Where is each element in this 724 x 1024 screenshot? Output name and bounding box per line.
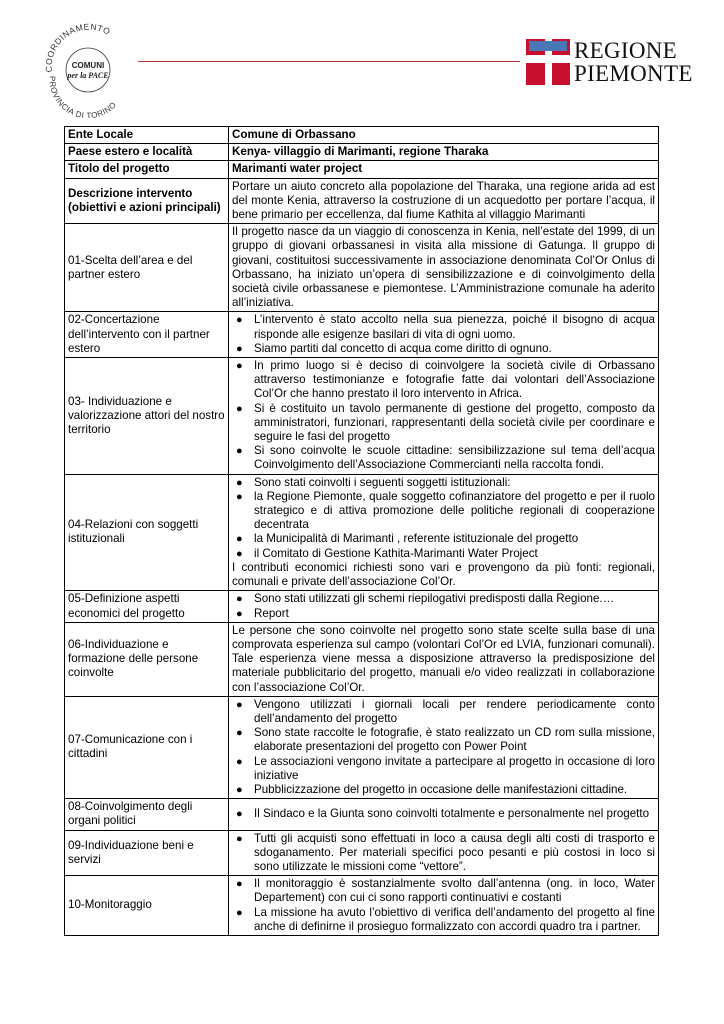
bullet-icon: ● bbox=[236, 607, 243, 620]
row-content bbox=[229, 474, 659, 591]
list-item bbox=[232, 698, 655, 726]
row-label: 10-Monitoraggio bbox=[65, 876, 229, 936]
list-item bbox=[232, 906, 655, 934]
bullet-list bbox=[232, 359, 655, 473]
coordinamento-comuni-pace-logo bbox=[40, 22, 136, 118]
page-header bbox=[0, 0, 724, 118]
row-label: 03- Individuazione e valorizzazione attori del nostro territorio bbox=[65, 358, 229, 475]
list-item bbox=[232, 592, 655, 606]
row-footnote-text: I contributi economici richiesti sono vari e provengono da più fonti: regionali, comunali e private dell’associazione Col’Or. bbox=[232, 560, 655, 589]
bullet-list bbox=[232, 313, 655, 356]
list-item-text: Il Sindaco e la Giunta sono coinvolti totalmente e personalmente nel progetto bbox=[254, 807, 650, 821]
header-divider bbox=[138, 61, 520, 62]
bullet-list bbox=[232, 476, 655, 561]
table-row bbox=[65, 144, 659, 161]
row-content bbox=[229, 358, 659, 475]
list-item-text: Pubblicizzazione del progetto in occasione delle manifestazioni cittadine. bbox=[254, 782, 628, 796]
list-item-text: Siamo partiti dal concetto di acqua come diritto di ognuno. bbox=[254, 341, 552, 355]
row-content: Kenya- villaggio di Marimanti, regione Tharaka bbox=[229, 144, 659, 161]
logo-center-text-2: per la PACE bbox=[67, 71, 109, 80]
list-item-text: Sono stati utilizzati gli schemi riepilogativi predisposti dalla Regione.… bbox=[254, 592, 615, 606]
list-item bbox=[232, 532, 655, 546]
bullet-icon: ● bbox=[236, 698, 243, 711]
list-item bbox=[232, 547, 655, 561]
list-item bbox=[232, 783, 655, 797]
list-item bbox=[232, 807, 655, 821]
list-item-text: In primo luogo si è deciso di coinvolgere la società civile di Orbassano attraverso testimonianze e fotografie fatte dai volontari dell’Associazione Col’Or che hanno prestato il loro intervento in Africa. bbox=[254, 359, 655, 401]
list-item bbox=[232, 755, 655, 783]
bullet-icon: ● bbox=[236, 832, 243, 845]
row-content: Marimanti water project bbox=[229, 161, 659, 178]
bullet-icon: ● bbox=[236, 402, 243, 415]
list-item-text: la Municipalità di Marimanti , referente istituzionale del progetto bbox=[254, 532, 579, 546]
list-item-text: il Comitato di Gestione Kathita-Marimanti Water Project bbox=[254, 546, 538, 560]
row-label: Descrizione intervento (obiettivi e azioni principali) bbox=[65, 178, 229, 224]
logo-ring-bottom-text: PROVINCIA DI TORINO bbox=[47, 75, 119, 118]
list-item-text: Report bbox=[254, 606, 289, 620]
list-item bbox=[232, 359, 655, 402]
row-label: Titolo del progetto bbox=[65, 161, 229, 178]
bullet-icon: ● bbox=[236, 314, 243, 327]
row-label: 02-Concertazione dell’intervento con il partner estero bbox=[65, 312, 229, 358]
logo-center-text-1: COMUNI bbox=[71, 61, 105, 70]
bullet-icon: ● bbox=[236, 593, 243, 606]
row-content bbox=[229, 876, 659, 936]
list-item-text: Si è costituito un tavolo permanente di gestione del progetto, composto da amministratori, funzionari, rappresentanti della società civile per coordinare e seguire le fasi del progetto bbox=[254, 401, 655, 444]
list-item bbox=[232, 877, 655, 905]
list-item bbox=[232, 832, 655, 875]
row-content: Portare un aiuto concreto alla popolazione del Tharaka, una regione arida ad est del monte Kenia, attraverso la costruzione di un acquedotto per portare l’acqua, il bene primario per eccellenza, dal fiume Kathita al villaggio Marimanti bbox=[229, 178, 659, 224]
list-item-text: La missione ha avuto l’obiettivo di verifica dell’andamento del progetto al fine anche di definirne il prosieguo formalizzato con accordi quadro tra i partner. bbox=[254, 905, 655, 933]
bullet-icon: ● bbox=[236, 547, 243, 560]
bullet-list bbox=[232, 592, 655, 620]
bullet-icon: ● bbox=[236, 783, 243, 796]
list-item-text: Tutti gli acquisti sono effettuati in loco a causa degli alti costi di trasporto e sdoganamento. Per materiali specifici poco pesanti e più costosi in loco si sono utilizzate le missioni come “vettore”. bbox=[254, 831, 655, 873]
list-item-text: L’intervento è stato accolto nella sua pienezza, poiché il bisogno di acqua risponde alle esigenze basilari di vita di ogni uomo. bbox=[254, 313, 655, 341]
table-row bbox=[65, 224, 659, 312]
list-item bbox=[232, 402, 655, 445]
table-row bbox=[65, 178, 659, 224]
row-content bbox=[229, 696, 659, 798]
row-label: 04-Relazioni con soggetti istituzionali bbox=[65, 474, 229, 591]
list-item-text: Le associazioni vengono invitate a partecipare al progetto in occasione di loro iniziative bbox=[254, 754, 655, 782]
bullet-icon: ● bbox=[236, 476, 243, 489]
row-label: Ente Locale bbox=[65, 127, 229, 144]
row-label: 06-Individuazione e formazione delle persone coinvolte bbox=[65, 622, 229, 696]
row-label: 09-Individuazione beni e servizi bbox=[65, 830, 229, 876]
row-content bbox=[229, 591, 659, 622]
list-item bbox=[232, 726, 655, 754]
regione-logo-line1: REGIONE bbox=[574, 38, 678, 63]
bullet-icon: ● bbox=[236, 727, 243, 740]
list-item bbox=[232, 607, 655, 621]
row-content bbox=[229, 799, 659, 830]
bullet-icon: ● bbox=[236, 808, 243, 821]
list-item-text: Si sono coinvolte le scuole cittadine: sensibilizzazione sul tema dell’acqua Coinvolgimento dell’Associazione Commercianti nella raccolta fondi. bbox=[254, 444, 655, 472]
row-label: 07-Comunicazione con i cittadini bbox=[65, 696, 229, 798]
bullet-icon: ● bbox=[236, 533, 243, 546]
table-row bbox=[65, 358, 659, 475]
logo-ring-top-text: COORDINAMENTO bbox=[43, 22, 113, 73]
row-label: Paese estero e località bbox=[65, 144, 229, 161]
project-sheet-table bbox=[64, 126, 659, 936]
bullet-icon: ● bbox=[236, 490, 243, 503]
list-item bbox=[232, 444, 655, 472]
regione-piemonte-logo bbox=[526, 38, 693, 88]
list-item bbox=[232, 476, 655, 490]
row-label: 05-Definizione aspetti economici del progetto bbox=[65, 591, 229, 622]
table-row bbox=[65, 161, 659, 178]
table-row bbox=[65, 799, 659, 830]
table-row bbox=[65, 876, 659, 936]
bullet-icon: ● bbox=[236, 360, 243, 373]
list-item-text: Sono state raccolte le fotografie, è stato realizzato un CD rom sulla missione, elaborate presentazioni del progetto con Power Point bbox=[254, 726, 655, 754]
list-item-text: Vengono utilizzati i giornali locali per rendere periodicamente conto dell’andamento del progetto bbox=[254, 697, 655, 725]
list-item-text: la Regione Piemonte, quale soggetto cofinanziatore del progetto e per il ruolo strategico e di attiva promozione delle politiche regionali di cooperazione decentrata bbox=[254, 489, 655, 532]
bullet-list bbox=[232, 832, 655, 875]
bullet-list bbox=[232, 698, 655, 797]
bullet-list bbox=[232, 877, 655, 934]
list-item-text: Sono stati coinvolti i seguenti soggetti istituzionali: bbox=[254, 475, 511, 489]
row-content bbox=[229, 830, 659, 876]
table-row bbox=[65, 591, 659, 622]
table-row bbox=[65, 474, 659, 591]
row-label: 08-Coinvolgimento degli organi politici bbox=[65, 799, 229, 830]
row-content: Le persone che sono coinvolte nel progetto sono state scelte sulla base di una comprovata esperienza sul campo (volontari Col’Or ed LVIA, funzionari comunali). Tale esperienza viene messa a disposizione attraverso la predisposizione del materiale pubblicitario del progetto, manuali e/o video realizzati in collaborazione con l’associazione Col’Or. bbox=[229, 622, 659, 696]
table-row bbox=[65, 312, 659, 358]
list-item bbox=[232, 313, 655, 341]
bullet-icon: ● bbox=[236, 445, 243, 458]
bullet-icon: ● bbox=[236, 342, 243, 355]
list-item bbox=[232, 342, 655, 356]
row-content: Comune di Orbassano bbox=[229, 127, 659, 144]
bullet-list bbox=[232, 807, 655, 821]
bullet-icon: ● bbox=[236, 878, 243, 891]
bullet-icon: ● bbox=[236, 755, 243, 768]
list-item bbox=[232, 490, 655, 533]
row-label: 01-Scelta dell’area e del partner estero bbox=[65, 224, 229, 312]
list-item-text: Il monitoraggio è sostanzialmente svolto dall’antenna (ong. in loco, Water Departement) con cui ci sono rapporti continuativi e costanti bbox=[254, 877, 655, 905]
bullet-icon: ● bbox=[236, 906, 243, 919]
table-row bbox=[65, 830, 659, 876]
row-content: Il progetto nasce da un viaggio di conoscenza in Kenia, nell’estate del 1999, di un gruppo di giovani orbassanesi in visita alla missione di Gatunga. Il gruppo di giovani, costituitosi successivamente in associazione denominata Col’Or Onlus di Orbassano, ha iniziato un’opera di sensibilizzazione e di coinvolgimento della società civile orbassanese e piemontese. L’Amministrazione comunale ha aderito all’iniziativa. bbox=[229, 224, 659, 312]
table-row bbox=[65, 127, 659, 144]
regione-logo-line2: PIEMONTE bbox=[574, 61, 693, 86]
row-content bbox=[229, 312, 659, 358]
table-row bbox=[65, 696, 659, 798]
table-row bbox=[65, 622, 659, 696]
